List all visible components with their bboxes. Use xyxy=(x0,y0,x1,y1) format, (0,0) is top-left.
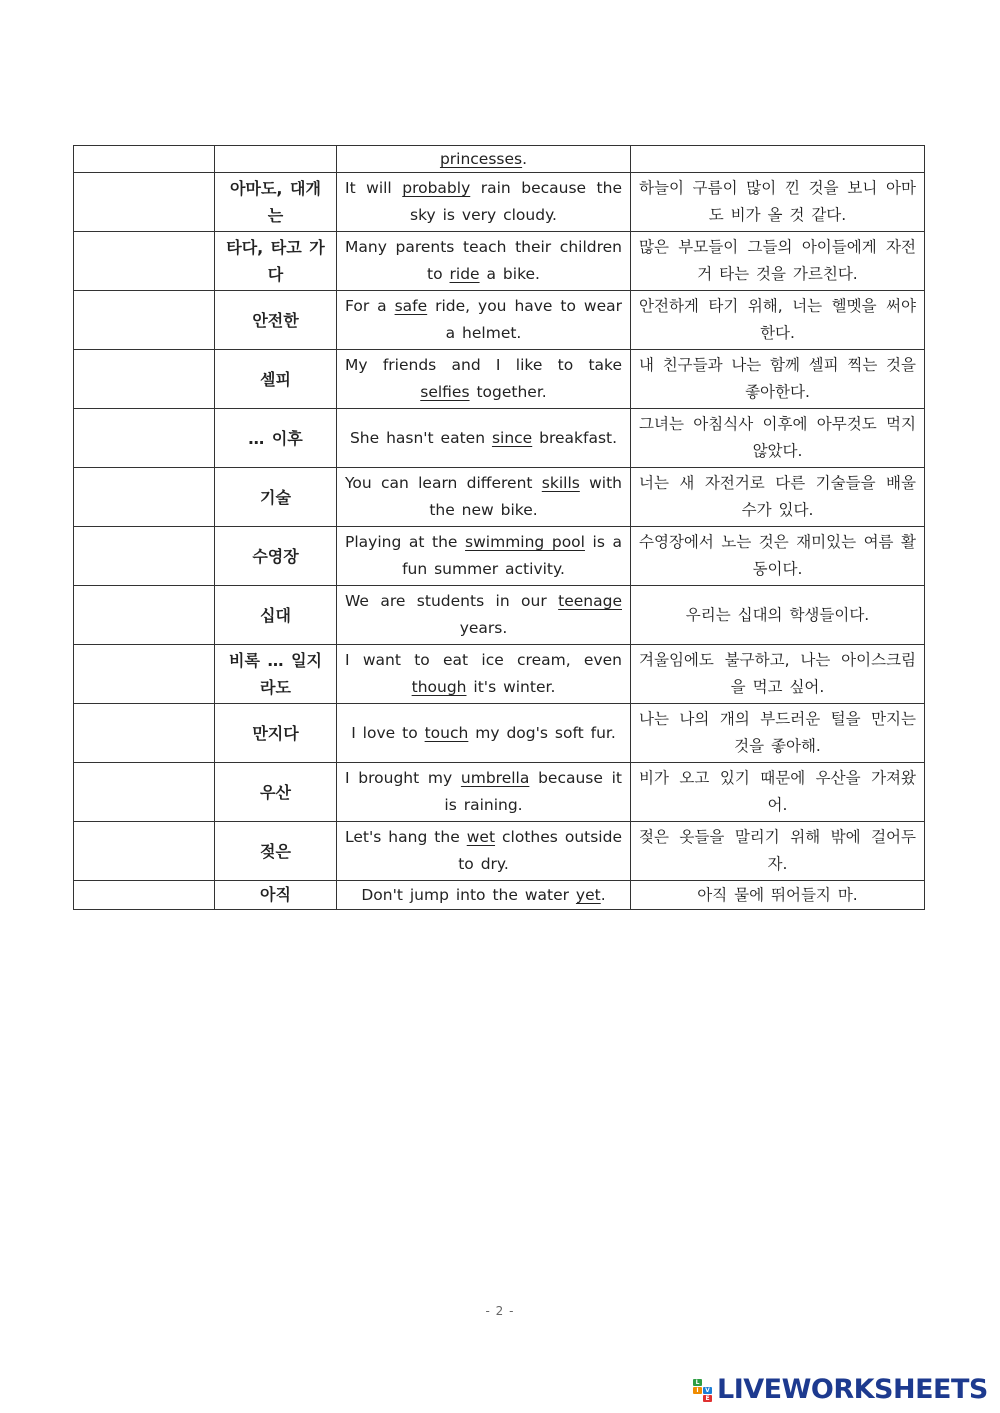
logo-tile-v: V xyxy=(703,1387,712,1394)
vocabulary-table-body xyxy=(74,146,925,910)
sentence-after-text: ride, you have to wear a helmet. xyxy=(427,297,622,342)
korean-translation-cell: 수영장에서 노는 것은 재미있는 여름 활동이다. xyxy=(631,527,925,586)
example-sentence-cell xyxy=(337,232,631,291)
example-sentence-cell xyxy=(337,586,631,645)
keyword-text: swimming pool xyxy=(465,533,585,551)
sentence-before-text: I brought my xyxy=(345,769,461,787)
korean-meaning-cell: 기술 xyxy=(215,468,337,527)
keyword-text: wet xyxy=(466,828,496,846)
korean-meaning-cell: 우산 xyxy=(215,763,337,822)
brand-name: LIVEWORKSHEETS xyxy=(717,1373,988,1405)
blank-cell xyxy=(74,822,215,881)
sentence-after-text: rain because the sky is very cloudy. xyxy=(410,179,622,224)
blank-cell xyxy=(74,173,215,232)
sentence-before-text: My friends and I like to take xyxy=(345,356,622,374)
sentence-before-text: It will xyxy=(345,179,403,197)
example-sentence-cell xyxy=(337,350,631,409)
keyword-text: skills xyxy=(541,474,580,492)
korean-translation-cell: 젖은 옷들을 말리기 위해 밖에 걸어두자. xyxy=(631,822,925,881)
sentence-before-text: She hasn't eaten xyxy=(349,428,492,447)
korean-meaning-cell: 십대 xyxy=(215,586,337,645)
keyword-text: probably xyxy=(402,179,471,197)
sentence-before-text: You can learn different xyxy=(345,474,542,492)
blank-cell xyxy=(74,586,215,645)
sentence-after-text: clothes outside to dry. xyxy=(458,828,622,873)
sentence-after-text: years. xyxy=(459,619,508,637)
keyword-text: safe xyxy=(394,297,428,315)
sentence-after-text: breakfast. xyxy=(532,428,618,447)
example-sentence-cell xyxy=(337,409,631,468)
blank-cell xyxy=(74,881,215,910)
example-sentence-cell xyxy=(337,291,631,350)
korean-meaning-cell: 수영장 xyxy=(215,527,337,586)
korean-translation-cell: 내 친구들과 나는 함께 셀피 찍는 것을 좋아한다. xyxy=(631,350,925,409)
korean-translation-cell: 안전하게 타기 위해, 너는 헬멧을 써야 한다. xyxy=(631,291,925,350)
example-sentence-cell xyxy=(337,645,631,704)
table-row xyxy=(74,881,925,910)
table-row xyxy=(74,409,925,468)
sentence-after-text: because it is raining. xyxy=(444,769,622,814)
keyword-text: umbrella xyxy=(460,769,530,787)
example-sentence-cell xyxy=(337,468,631,527)
keyword-text: ride xyxy=(449,265,480,283)
table-row xyxy=(74,586,925,645)
sentence-after-text: with the new bike. xyxy=(429,474,622,519)
example-sentence-cell xyxy=(337,881,631,910)
keyword-text: teenage xyxy=(558,592,622,610)
table-row xyxy=(74,645,925,704)
blank-cell xyxy=(74,409,215,468)
table-row xyxy=(74,350,925,409)
korean-meaning-cell: 비록 … 일지라도 xyxy=(215,645,337,704)
korean-meaning-cell: 아직 xyxy=(215,881,337,910)
korean-translation-cell: 우리는 십대의 학생들이다. xyxy=(631,586,925,645)
sentence-before-text: Many parents teach their children to xyxy=(345,238,622,283)
sentence-after-text: is a fun summer activity. xyxy=(402,533,623,578)
sentence-before-text: Don't jump into the water xyxy=(361,886,576,904)
blank-cell xyxy=(74,645,215,704)
sentence-before-text: I love to xyxy=(351,723,425,742)
korean-translation-cell: 겨울임에도 불구하고, 나는 아이스크림을 먹고 싶어. xyxy=(631,645,925,704)
keyword-text: yet xyxy=(575,886,601,904)
korean-meaning-cell: 셀피 xyxy=(215,350,337,409)
sentence-before-text: We are students in our xyxy=(345,592,559,610)
keyword-text: touch xyxy=(424,723,469,742)
table-row xyxy=(74,291,925,350)
sentence-after-text: a bike. xyxy=(479,265,540,283)
sentence-after-text: it's winter. xyxy=(466,678,556,696)
sentence-before-text: For a xyxy=(345,297,395,315)
blank-cell xyxy=(74,146,215,173)
korean-meaning-cell xyxy=(215,146,337,173)
example-sentence-cell xyxy=(337,822,631,881)
sentence-before-text: Let's hang the xyxy=(345,828,467,846)
vocabulary-table xyxy=(73,145,925,910)
blank-cell xyxy=(74,291,215,350)
table-row xyxy=(74,468,925,527)
table-row xyxy=(74,822,925,881)
example-sentence-cell xyxy=(337,763,631,822)
blank-cell xyxy=(74,350,215,409)
blank-cell xyxy=(74,704,215,763)
korean-translation-cell: 하늘이 구름이 많이 낀 것을 보니 아마도 비가 올 것 같다. xyxy=(631,173,925,232)
sentence-before-text: I want to eat ice cream, even xyxy=(345,651,622,669)
keyword-text: though xyxy=(411,678,467,696)
table-row xyxy=(74,527,925,586)
korean-meaning-cell: 아마도, 대개는 xyxy=(215,173,337,232)
keyword-text: since xyxy=(491,428,533,447)
table-row xyxy=(74,763,925,822)
blank-cell xyxy=(74,468,215,527)
korean-translation-cell: 비가 오고 있기 때문에 우산을 가져왔어. xyxy=(631,763,925,822)
liveworksheets-brand[interactable] xyxy=(693,1372,988,1406)
sentence-after-text: . xyxy=(600,886,606,904)
example-sentence-cell xyxy=(337,146,631,173)
korean-translation-cell: 너는 새 자전거로 다른 기술들을 배울 수가 있다. xyxy=(631,468,925,527)
korean-translation-cell: 아직 물에 뛰어들지 마. xyxy=(631,881,925,910)
korean-meaning-cell: 안전한 xyxy=(215,291,337,350)
korean-meaning-cell: 타다, 타고 가다 xyxy=(215,232,337,291)
table-row xyxy=(74,173,925,232)
table-row xyxy=(74,146,925,173)
example-sentence-cell xyxy=(337,173,631,232)
example-sentence-cell xyxy=(337,704,631,763)
logo-tile-l: L xyxy=(693,1379,702,1386)
korean-meaning-cell: 젖은 xyxy=(215,822,337,881)
korean-translation-cell: 많은 부모들이 그들의 아이들에게 자전거 타는 것을 가르친다. xyxy=(631,232,925,291)
table-row xyxy=(74,704,925,763)
keyword-text: selfies xyxy=(420,383,470,401)
blank-cell xyxy=(74,527,215,586)
blank-cell xyxy=(74,763,215,822)
liveworksheets-logo-icon xyxy=(693,1376,715,1402)
korean-meaning-cell: … 이후 xyxy=(215,409,337,468)
korean-translation-cell: 그녀는 아침식사 이후에 아무것도 먹지 않았다. xyxy=(631,409,925,468)
korean-translation-cell xyxy=(631,146,925,173)
sentence-after-text: together. xyxy=(469,383,547,401)
example-sentence-cell xyxy=(337,527,631,586)
sentence-before-text: Playing at the xyxy=(345,533,466,551)
blank-cell xyxy=(74,232,215,291)
logo-tile-e: E xyxy=(703,1395,712,1402)
keyword-text: princesses xyxy=(439,150,523,168)
page-number: - 2 - xyxy=(485,1304,515,1318)
sentence-after-text: . xyxy=(522,150,528,168)
korean-meaning-cell: 만지다 xyxy=(215,704,337,763)
korean-translation-cell: 나는 나의 개의 부드러운 털을 만지는 것을 좋아해. xyxy=(631,704,925,763)
sentence-after-text: my dog's soft fur. xyxy=(468,723,616,742)
table-row xyxy=(74,232,925,291)
logo-tile-i: I xyxy=(693,1387,702,1394)
